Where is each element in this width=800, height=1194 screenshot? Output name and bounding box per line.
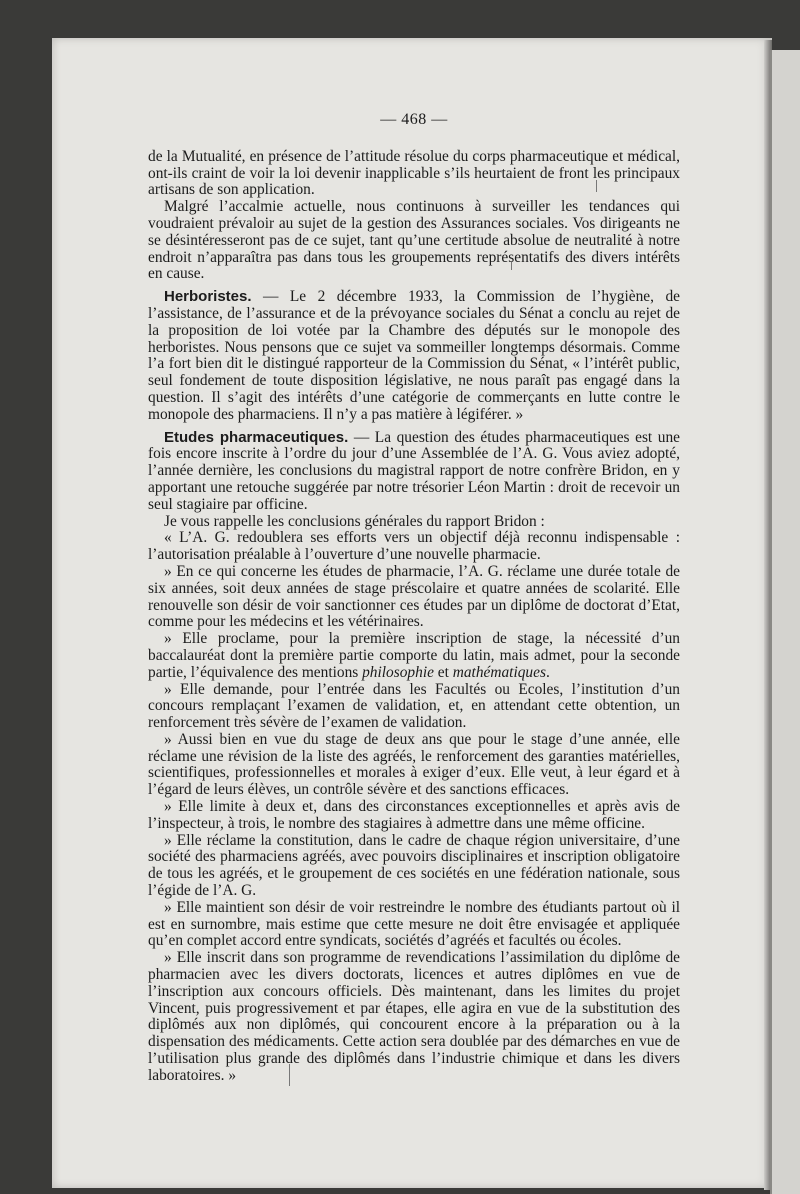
baccalaureat-end: . — [545, 663, 550, 681]
herboristes-text: — Le 2 décembre 1933, la Commission de l’hygiène, de l’assistance, de l’assurance et de la prévoyance sociales du Sénat a conclu au rejet de la proposition de loi votée par la Chambre des députés sur le monopole des herboristes. Nous pensons que ce sujet va sommeiller longtemps désormais. Comme l’a fort bien dit le distingué rapporteur de la Commission du Sénat, « l’intérêt public, seul fondement de toute disposition législative, ne nous paraît pas engagé dans la question. Il s’agit des intérêts d’une catégorie de commerçants en lutte contre le monopole des pharmaciens. Il n’y a pas matière à légiférer. » — [148, 288, 680, 423]
mention-philosophie: philosophie — [362, 663, 434, 681]
etudes-text: — La question des études pharmaceutiques est une fois encore inscrite à l’ordre du jour d’une Assemblée de l’A. G. Vous aviez adopté, l’année dernière, les conclusions du magistral rapport de notre confrère Bridon, en y apportant une retouche suggérée par notre trésorier Léon Martin : droit de recevoir un seul stagiaire par officine. — [148, 428, 680, 513]
mention-mathematiques: mathématiques — [452, 663, 546, 681]
paragraph-stagiaires: » Elle limite à deux et, dans des circonstances exceptionnelles et après avis de l’inspecteur, à trois, le nombre des stagiaires à admettre dans une même officine. — [148, 798, 680, 832]
paragraph-rappel: Je vous rappelle les conclusions générales du rapport Bridon : — [164, 512, 545, 530]
paragraph-agrees: » Aussi bien en vue du stage de deux ans que pour le stage d’une année, elle réclame une révision de la liste des agréés, le renforcement des garanties matérielles, scientifiques, professionnelles et morales à exiger d’eux. Elle veut, à leur égard et à l’égard de leurs élèves, un contrôle sévère et des sanctions efficaces. — [148, 730, 680, 799]
heading-herboristes: Herboristes. — [164, 288, 252, 306]
paragraph-societe-agrees: » Elle réclame la constitution, dans le cadre de chaque région universitaire, d’une société des pharmaciens agréés, avec pouvoirs disciplinaires et inscription obligatoire de tous les agréés, et le groupement de ces sociétés en une fédération nationale, sous l’égide de l’A. G. — [148, 831, 680, 900]
paragraph-assurances-sociales: Malgré l’accalmie actuelle, nous continuons à surveiller les tendances qui voudraient prévaloir au sujet de la gestion des Assurances sociales. Vos dirigeants ne se désintéresseront pas de ce sujet, tant qu’une certitude absolue de neutralité à notre endroit n’apparaîtra pas dans tous les groupements représentatifs des divers intérêts en cause. — [148, 198, 680, 283]
paragraph-baccalaureat — [148, 631, 680, 681]
paragraph-autorisation: « L’A. G. redoublera ses efforts vers un objectif déjà reconnu indispensable : l’autorisation préalable à l’ouverture d’une nouvelle pharmacie. — [148, 529, 680, 564]
paragraph-surnombre: » Elle maintient son désir de voir restreindre le nombre des étudiants partout où il est en surnombre, mais estime que cette mesure ne doit être envisagée et appliquée qu’en complet accord entre syndicats, sociétés d’agréés et facultés ou écoles. — [148, 898, 680, 950]
paragraph-concours: » Elle demande, pour l’entrée dans les Facultés ou Ecoles, l’institution d’un concours remplaçant l’examen de validation, et, en attendant cette obtention, un renforcement très sévère de l’examen de validation. — [148, 680, 680, 732]
page-text — [148, 112, 680, 1085]
baccalaureat-connector: et — [433, 663, 453, 681]
paragraph-duree-etudes: » En ce qui concerne les études de pharmacie, l’A. G. réclame une durée totale de six années, soit deux années de stage préscolaire et quatre années de scolarité. Elle renouvelle son désir de voir sanctionner ces études par un diplôme de doctorat d’Etat, comme pour les médecins et les vétérinaires. — [148, 562, 680, 631]
section-herboristes — [148, 289, 680, 423]
paragraph-mutualite: de la Mutualité, en présence de l’attitude résolue du corps pharmaceutique et médical, ont-ils craint de voir la loi devenir inapplicable s’ils heurtaient de front les principaux artisans de son application. — [148, 147, 680, 199]
next-page-edge — [770, 50, 800, 1194]
section-etudes-pharmaceutiques — [148, 430, 680, 514]
page-number: — 468 — — [380, 111, 448, 128]
paragraph-revendications: » Elle inscrit dans son programme de revendications l’assimilation du diplôme de pharmacien avec les divers doctorats, licences et autres diplômes en vue de l’inscription aux concours officiels. Dès maintenant, dans les limites du projet Vincent, puis progressivement et par étapes, elle agira en vue de la substitution des diplômés aux non diplômés, qui concourent encore à la préparation ou à la dispensation des médicaments. Cette action sera doublée par des démarches en vue de l’utilisation plus grande des diplômés dans l’industrie chimique et dans les divers laboratoires. » — [148, 949, 680, 1084]
heading-etudes-pharmaceutiques: Etudes pharmaceutiques. — [164, 428, 349, 446]
baccalaureat-text: » Elle proclame, pour la première inscription de stage, la nécessité d’un baccalauréat dont la première partie comporte du latin, mais admet, pour la seconde partie, l’équivalence des mentions — [148, 630, 680, 681]
